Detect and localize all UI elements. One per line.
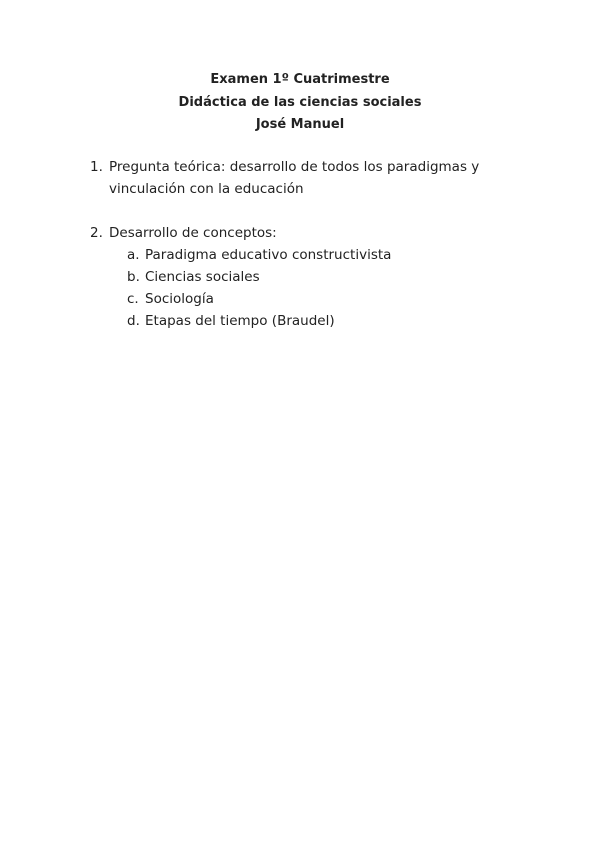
- list-item-letter: a.: [127, 247, 140, 263]
- list-item: [0, 310, 600, 332]
- list-item-text: Ciencias sociales: [145, 269, 260, 285]
- course-name: Didáctica de las ciencias sociales: [178, 94, 422, 110]
- list-item-letter: c.: [127, 291, 139, 307]
- author-name: José Manuel: [255, 117, 345, 132]
- list-item-letter: d.: [127, 313, 140, 329]
- question-text: Desarrollo de conceptos:: [109, 225, 277, 241]
- question-number: 1.: [90, 159, 103, 175]
- list-item-text: Paradigma educativo constructivista: [145, 247, 392, 263]
- list-item: [0, 288, 600, 310]
- list-item: [0, 244, 600, 266]
- list-item-text: Etapas del tiempo (Braudel): [145, 313, 335, 329]
- list-item-letter: b.: [127, 269, 140, 285]
- question-text-line: vinculación con la educación: [109, 181, 304, 197]
- exam-title: Examen 1º Cuatrimestre: [210, 72, 390, 87]
- question-number: 2.: [90, 225, 103, 241]
- list-item: [0, 266, 600, 288]
- list-item-text: Sociología: [145, 291, 214, 307]
- document-header: [0, 69, 600, 137]
- question-text-line: Pregunta teórica: desarrollo de todos los paradigmas y: [109, 159, 480, 175]
